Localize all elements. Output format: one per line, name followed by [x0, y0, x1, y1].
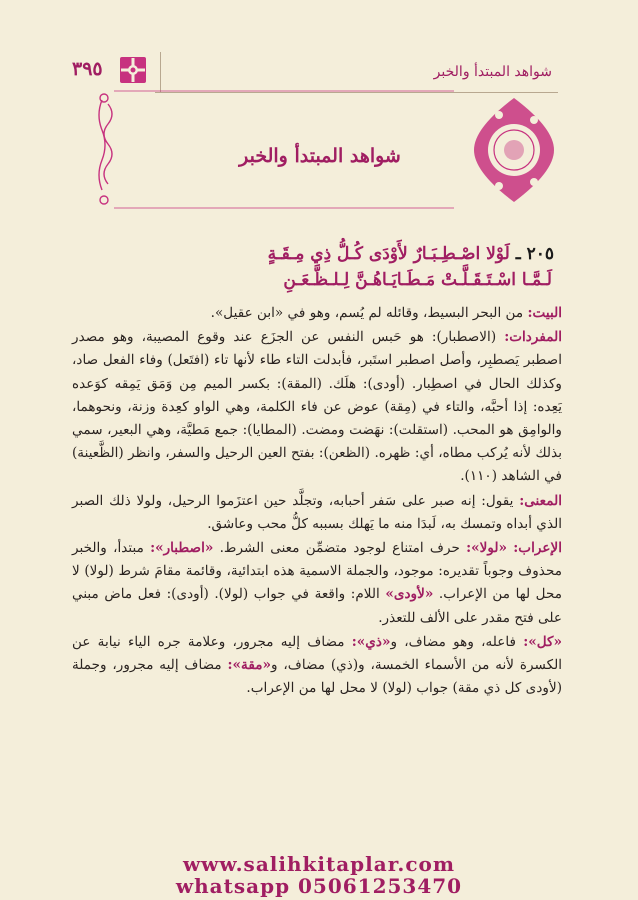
- mufradat-label: المفردات:: [504, 329, 562, 346]
- bayt-paragraph: [72, 302, 562, 325]
- watermark-website: www.salihkitaplar.com: [182, 852, 456, 876]
- word-kull: «كل»:: [523, 633, 562, 650]
- irab-text-a: حرف امتناع لوجود متضمِّن معنى الشرط.: [219, 540, 460, 557]
- irab-text-c: اللام: واقعة في جواب (لولا). (أودى): فعل ماض مبني على فتح مقدر على الألف للتعذر.: [72, 586, 562, 626]
- irab-paragraph: [72, 537, 562, 630]
- irab-paragraph-2: [72, 631, 562, 701]
- verse-first-hemistich: لَوْلا اصْـطِـبَـارٌ لأَوْدَى كُـلُّ ذِي مِـقَـةٍ: [267, 244, 510, 264]
- mana-label: المعنى:: [519, 492, 562, 509]
- header-divider-vertical: [160, 52, 161, 92]
- word-miqa: «مقة»:: [227, 657, 271, 674]
- mufradat-paragraph: [72, 326, 562, 488]
- watermark-whatsapp: whatsapp 05061253470: [175, 874, 463, 898]
- word-istibar: «اصطبار»:: [150, 540, 214, 557]
- mana-paragraph: [72, 490, 562, 536]
- word-dhi: «ذي»:: [351, 633, 391, 650]
- mana-text: يقول: إنه صبر على سَفر أحبابه، وتجلَّد حين اعتزَموا الرحيل، ولولا ذلك الصبر الذي أبداه وتمسك به، لَبدَا منه ما يَهلك بسببه كلُّ محب وعاشق.: [72, 492, 562, 532]
- verse-line-1: [268, 244, 554, 264]
- word-lawla: «لولا»:: [466, 540, 508, 557]
- bayt-text: من البحر البسيط، وقائله لم يُسم، وهو في «ابن عقيل».: [210, 305, 524, 321]
- mufradat-text: (الاصطبار): هو حَبس النفس عن الجزَع عند وقوع المصيبة، وهو مصدر اصطبر يَصطبِر، وأصل اصطبر استَبر، فأبدلت التاء طاء لأنها تاء (افتَعل) وفاء الفعل صاد، وكذلك الحال في اصطِبار. (أودى): هلَك. (المقة): بكسر الميم مِن وَمَق يَمِقه كوَعده يَعِده: إذا أحبَّه، والتاء في (مِقة) عوض عن فاء الكلمة، وهي الواو كعِدة وزنة، ونحوهما، والوامِق هو المحب. (استقلت): نهَضت ومضت. (المطايا): جمع مَطيَّة، وهي البعير، سمي بذلك لأنه يُركب مطاه، أي: ظهره. (الظعن): بفتح العين الرحيل والسفر، وانظر (الظَّعينة) في الشاهد (١١٠).: [72, 329, 562, 485]
- chapter-title: شواهد المبتدأ والخبر: [239, 145, 401, 167]
- commentary-body: [72, 302, 562, 701]
- irab-text-e: مضاف إليه مجرور، وعلامة جره الياء نيابة عن الكسرة لأنه من الأسماء الخمسة، و(ذي) مضاف، و: [72, 633, 562, 674]
- verse-number: ٢٠٥ ـ: [515, 244, 554, 264]
- irab-label: الإعراب:: [513, 540, 562, 557]
- ornament-star-icon: [116, 53, 150, 87]
- verse-line-2: [283, 270, 552, 290]
- verse-second-hemistich: لَـمَّـا اسْـتَـقَـلَّـتْ مَـطَـايَـاهُـنَّ لِـلـظَّـعَـنِ: [283, 270, 552, 290]
- word-laawda: «لأودى»: [385, 586, 434, 603]
- irab-text-d: فاعله، وهو مضاف، و: [390, 633, 517, 650]
- page-number: ٣٩٥: [72, 58, 103, 80]
- irab-text-f: مضاف إليه مجرور، وجملة (لأودى كل ذي مقة) جواب (لولا) لا محل لها من الإعراب.: [72, 657, 562, 697]
- bayt-label: البيت:: [527, 305, 562, 321]
- running-title: شواهد المبتدأ والخبر: [433, 64, 552, 80]
- irab-text-b: مبتدأ، والخبر محذوف وجوباً تقديره: موجود، والجملة الاسمية هذه ابتدائية، وقائمة مقامَ شرط (لولا) لا محل لها من الإعراب.: [72, 540, 563, 603]
